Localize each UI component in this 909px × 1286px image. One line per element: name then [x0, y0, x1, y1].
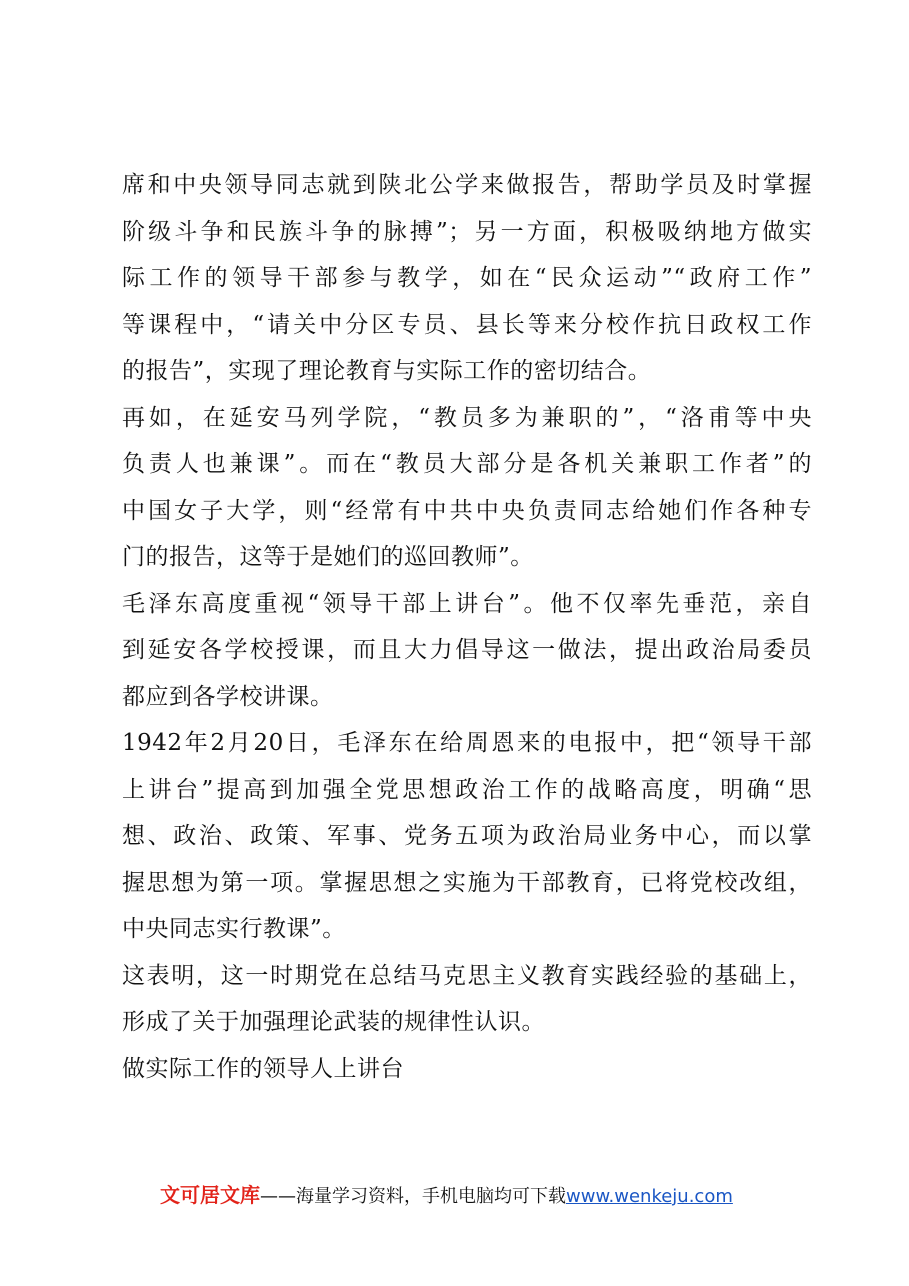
text-line: 形成了关于加强理论武装的规律性认识。	[122, 1009, 545, 1035]
text-line: 等课程中，“请关中分区专员、县长等来分校作抗日政权工作	[122, 311, 812, 338]
footer-banner	[160, 1180, 733, 1212]
section-heading: 做实际工作的领导人上讲台	[122, 1055, 404, 1082]
text-line: 1942年2月20日，毛泽东在给周恩来的电报中，把“领导干部	[122, 730, 812, 756]
text-line: 这表明，这一时期党在总结马克思主义教育实践经验的基础上，	[122, 962, 812, 989]
text-line: 负责人也兼课”。而在“教员大部分是各机关兼职工作者”的	[122, 451, 812, 477]
text-line: 中国女子大学，则“经常有中共中央负责同志给她们作各种专	[122, 497, 812, 524]
text-line: 门的报告，这等于是她们的巡回教师”。	[122, 544, 534, 570]
brand-name: 文可居文库	[160, 1183, 260, 1207]
text-line: 的报告”，实现了理论教育与实际工作的密切结合。	[122, 358, 652, 384]
text-line: 中央同志实行教课”。	[122, 916, 346, 942]
text-line: 想、政治、政策、军事、党务五项为政治局业务中心，而以掌	[122, 823, 812, 849]
text-line: 际工作的领导干部参与教学，如在“民众运动”“政府工作”	[122, 265, 812, 291]
footer-tagline: ——海量学习资料，手机电脑均可下载	[260, 1186, 566, 1207]
document-body	[122, 162, 812, 1092]
text-line: 握思想为第一项。掌握思想之实施为干部教育，已将党校改组，	[122, 869, 812, 896]
text-line: 上讲台”提高到加强全党思想政治工作的战略高度，明确“思	[122, 776, 812, 803]
text-line: 到延安各学校授课，而且大力倡导这一做法，提出政治局委员	[122, 637, 812, 663]
text-line: 毛泽东高度重视“领导干部上讲台”。他不仅率先垂范，亲自	[122, 590, 812, 617]
website-link[interactable]: www.wenkeju.com	[566, 1186, 733, 1207]
text-line: 席和中央领导同志就到陕北公学来做报告，帮助学员及时掌握	[122, 172, 812, 198]
text-line: 再如，在延安马列学院，“教员多为兼职的”，“洛甫等中央	[122, 404, 812, 431]
text-line: 阶级斗争和民族斗争的脉搏”；另一方面，积极吸纳地方做实	[122, 218, 812, 245]
text-line: 都应到各学校讲课。	[122, 683, 334, 710]
